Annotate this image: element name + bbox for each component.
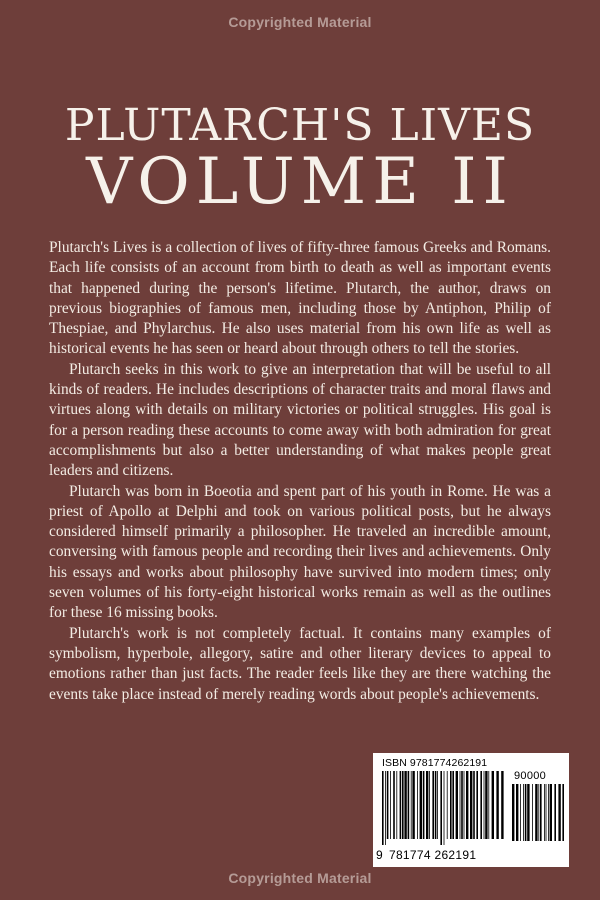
barcode-bar xyxy=(496,771,498,839)
barcode-bar xyxy=(429,771,430,839)
isbn-digits-left: 781774 xyxy=(388,848,431,862)
barcode-bar xyxy=(470,771,472,839)
barcode-bar xyxy=(400,771,402,839)
barcode-bar xyxy=(525,784,527,841)
barcode-bar xyxy=(402,771,404,839)
barcode-bar xyxy=(473,771,475,839)
barcode-bars-main xyxy=(382,771,505,845)
watermark-top: Copyrighted Material xyxy=(228,14,372,30)
book-title: PLUTARCH'S LIVES xyxy=(64,100,536,151)
barcode-bar xyxy=(417,771,418,839)
barcode-bar xyxy=(385,771,386,845)
barcode-bar xyxy=(466,771,468,839)
barcode-bar xyxy=(501,771,503,839)
barcode-bar xyxy=(423,771,425,839)
barcode-bar xyxy=(396,771,397,839)
barcode-bar xyxy=(520,784,521,841)
barcode-bar xyxy=(435,771,437,839)
barcode-bar xyxy=(523,784,524,841)
barcode-bars-addon xyxy=(512,784,564,847)
barcode-bar xyxy=(411,771,412,839)
barcode-bar xyxy=(461,771,463,839)
description-paragraph-1: Plutarch's Lives is a collection of lives of fifty-three famous Greeks and Romans. Each life consists of an account from birth to death as well as important events that happened during the person's lifetime. Plutarch, the author, draws on previous biographies of famous men, including those by Antiphon, Philip of Thespiae, and Phylarchus. He also uses material from his own life as well as historical events he has seen or heard about through others to tell the stories. xyxy=(49,239,551,358)
barcode-bar xyxy=(488,771,489,839)
barcode-bar xyxy=(527,784,529,841)
barcode-bar xyxy=(432,771,434,839)
barcode-bar xyxy=(562,784,564,841)
barcode-bar xyxy=(540,784,542,841)
price-code: 90000 xyxy=(514,770,547,782)
barcode-bar xyxy=(476,771,478,839)
barcode-bar xyxy=(550,784,552,841)
barcode-bar xyxy=(485,771,487,839)
barcode-bar xyxy=(460,771,461,839)
isbn-barcode xyxy=(373,753,569,867)
description-paragraph-2: Plutarch seeks in this work to give an interpretation that will be useful to all kinds of readers. He includes descriptions of character traits and moral flaws and virtues along with details on military victories or political struggles. His goal is for a person reading these accounts to come away with both admiration for great accomplishments but also a better understanding of what makes people great leaders and citizens. xyxy=(49,360,551,480)
isbn-digits xyxy=(376,848,476,862)
barcode-bar xyxy=(512,784,514,841)
barcode-bar xyxy=(450,771,452,839)
barcode-bar xyxy=(420,771,422,839)
isbn-label: ISBN 9781774262191 xyxy=(382,757,488,769)
barcode-bar xyxy=(480,771,482,839)
barcode-bar xyxy=(412,771,414,839)
barcode-bar xyxy=(390,771,391,839)
barcode-bar xyxy=(393,771,395,839)
barcode-bar xyxy=(546,784,547,841)
book-description xyxy=(49,238,551,705)
barcode-bar xyxy=(452,771,454,839)
barcode-bar xyxy=(538,784,539,841)
barcode-bar xyxy=(532,784,533,841)
description-paragraph-4: Plutarch's work is not completely factual. It contains many examples of symbolism, hyperbole, allegory, satire and other literary devices to appeal to emotions rather than just facts. The reader feels like they are there watching the events take place instead of merely reading words about people's achievements. xyxy=(49,624,551,703)
volume-title: VOLUME II xyxy=(86,145,514,219)
barcode-bar xyxy=(382,771,384,845)
barcode-bar xyxy=(535,784,537,841)
barcode-bar xyxy=(558,784,560,841)
isbn-digits-right: 262191 xyxy=(434,848,477,862)
description-paragraph-3: Plutarch was born in Boeotia and spent part of his youth in Rome. He was a priest of Apollo at Delphi and took on various political posts, but he always considered himself primarily a philosopher. He traveled an incredible amount, conversing with famous people and recording their lives and achievements. Only his essays and works about philosophy have survived into modern times; only seven volumes of his forty-eight historical works remain as well as the outlines for these 16 missing books. xyxy=(49,482,551,622)
barcode-bar xyxy=(456,771,458,839)
isbn-digit-lead: 9 xyxy=(376,848,383,862)
barcode-bar xyxy=(404,771,406,839)
barcode-bar xyxy=(464,771,465,839)
barcode-bar xyxy=(437,771,438,839)
barcode-bar xyxy=(447,771,448,839)
barcode-bar xyxy=(426,771,428,839)
barcode-bar xyxy=(484,771,485,839)
barcode-bar xyxy=(387,771,389,839)
barcode-bar xyxy=(544,784,545,841)
barcode-bar xyxy=(548,784,549,841)
barcode-bar xyxy=(440,771,442,845)
barcode-bar xyxy=(492,771,494,839)
watermark-bottom: Copyrighted Material xyxy=(228,870,372,886)
barcode-bar xyxy=(554,784,556,841)
barcode-bar xyxy=(408,771,410,839)
barcode-bar xyxy=(444,771,445,845)
barcode-bar xyxy=(516,784,518,841)
